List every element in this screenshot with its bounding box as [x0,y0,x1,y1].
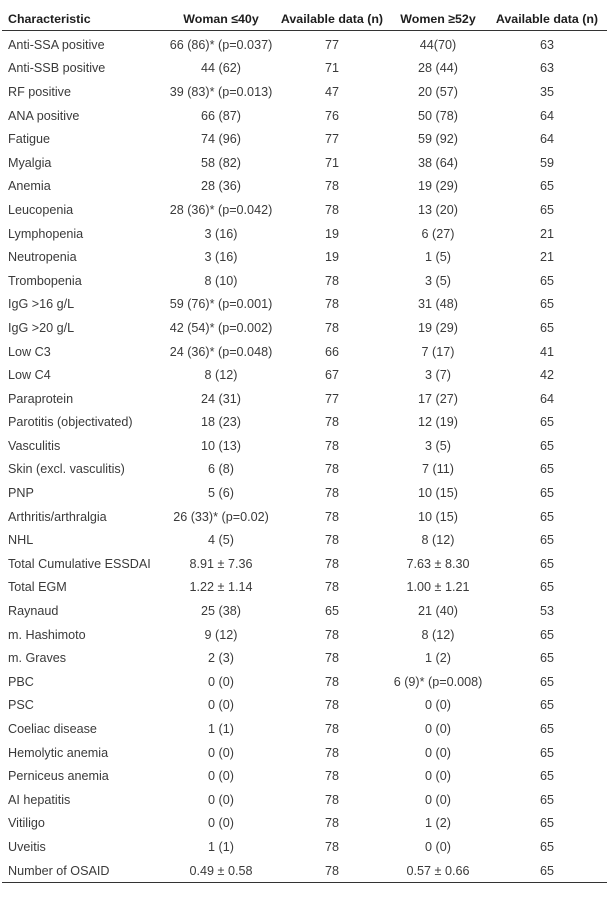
cell-characteristic: Coeliac disease [8,722,97,737]
cell-women-52y: 8 (12) [421,533,455,548]
cell-available-young: 65 [324,604,339,619]
header-available-data-young: Available data (n) [274,7,390,31]
table-row [2,269,607,293]
cell-women-52y: 44(70) [419,37,457,52]
cell-women-40y: 8.91 ± 7.36 [189,556,253,571]
cell-women-40y: 0 (0) [208,816,234,831]
cell-available-young: 78 [324,179,339,194]
table-row [2,458,607,482]
cell-women-40y: 66 (87) [201,108,241,123]
cell-available-old: 65 [539,202,554,217]
cell-available-young: 78 [324,509,339,524]
cell-available-old: 65 [539,273,554,288]
table-body [2,31,607,883]
cell-women-40y: 0 (0) [208,674,234,689]
cell-women-40y: 1 (1) [208,722,234,737]
cell-available-young: 78 [324,722,339,737]
cell-available-young: 76 [324,108,339,123]
cell-available-young: 77 [324,391,339,406]
cell-women-52y: 19 (29) [418,179,458,194]
cell-available-old: 65 [539,320,554,335]
cell-women-40y: 1 (1) [208,839,234,854]
cell-women-40y: 5 (6) [208,486,234,501]
cell-available-old: 65 [539,792,554,807]
cell-women-52y: 7 (11) [422,462,454,477]
header-available-data-old: Available data (n) [486,7,607,31]
cell-characteristic: Number of OSAID [2,859,168,883]
table-row [2,151,607,175]
cell-women-52y: 0 (0) [425,722,451,737]
cell-characteristic: PNP [8,486,34,501]
cell-available-old: 63 [539,61,554,76]
cell-available-old: 64 [539,132,554,147]
cell-women-52y: 28 (44) [418,61,458,76]
cell-available-young: 78 [324,769,339,784]
cell-characteristic: Raynaud [8,604,59,619]
cell-women-40y: 4 (5) [208,533,234,548]
cell-characteristic: Paraprotein [8,391,74,406]
cell-women-52y: 1 (2) [425,816,451,831]
table-row [2,835,607,859]
table-row [2,481,607,505]
cell-available-young: 77 [324,37,339,52]
cell-available-young: 66 [324,344,339,359]
cell-women-40y: 28 (36)* (p=0.042) [169,202,273,217]
table-row [2,434,607,458]
cell-women-40y: 10 (13) [201,438,241,453]
cell-women-40y: 24 (36)* (p=0.048) [169,344,273,359]
table-row [2,717,607,741]
cell-women-52y: 1.00 ± 1.21 [406,580,470,595]
cell-women-52y: 0 (0) [425,769,451,784]
cell-characteristic: Lymphopenia [8,226,84,241]
cell-available-old: 65 [486,859,607,883]
cell-available-young: 78 [324,415,339,430]
cell-women-40y: 3 (16) [204,250,238,265]
cell-women-52y: 1 (5) [425,250,451,265]
cell-characteristic: Anti-SSB positive [8,61,106,76]
cell-available-young: 77 [324,132,339,147]
cell-women-40y: 25 (38) [201,604,241,619]
cell-available-young: 78 [324,273,339,288]
table-row [2,528,607,552]
cell-available-young: 78 [324,745,339,760]
header-characteristic: Characteristic [2,7,168,31]
cell-women-40y: 26 (33)* (p=0.02) [173,509,269,524]
header-row [2,7,607,31]
cell-women-52y: 0 (0) [425,792,451,807]
cell-women-40y: 74 (96) [201,132,241,147]
cell-women-52y: 0.57 ± 0.66 [390,859,486,883]
cell-women-40y: 0 (0) [208,745,234,760]
cell-characteristic: Anti-SSA positive [8,37,105,52]
cell-characteristic: PBC [8,674,34,689]
cell-women-52y: 12 (19) [418,415,458,430]
cell-available-old: 21 [539,226,554,241]
cell-women-40y: 39 (83)* (p=0.013) [169,84,273,99]
cell-available-old: 65 [539,769,554,784]
cell-women-52y: 31 (48) [418,297,458,312]
cell-available-young: 78 [324,580,339,595]
cell-available-old: 65 [539,722,554,737]
cell-available-old: 65 [539,533,554,548]
cell-women-52y: 0 (0) [425,745,451,760]
cell-characteristic: IgG >16 g/L [8,297,75,312]
cell-available-young: 78 [274,859,390,883]
header-women-40y: Woman ≤40y [168,7,274,31]
cell-available-young: 78 [324,438,339,453]
cell-available-old: 65 [539,651,554,666]
cell-women-40y: 9 (12) [204,627,238,642]
cell-women-52y: 3 (7) [425,368,451,383]
cell-characteristic: Perniceus anemia [8,769,109,784]
cell-women-52y: 0 (0) [425,698,451,713]
table-row [2,80,607,104]
cell-available-young: 78 [324,627,339,642]
cell-women-52y: 3 (5) [425,273,451,288]
table-row [2,245,607,269]
cell-women-52y: 50 (78) [418,108,458,123]
cell-available-old: 65 [539,462,554,477]
cell-available-young: 67 [324,368,339,383]
cell-available-old: 65 [539,674,554,689]
table-container [2,0,602,883]
cell-women-40y: 2 (3) [208,651,234,666]
table-row [2,222,607,246]
table-row [2,670,607,694]
cell-women-40y: 8 (10) [204,273,238,288]
table-row [2,599,607,623]
cell-available-young: 78 [324,297,339,312]
cell-characteristic: Skin (excl. vasculitis) [8,462,125,477]
cell-available-young: 78 [324,698,339,713]
cell-available-young: 78 [324,556,339,571]
cell-characteristic: Total Cumulative ESSDAI [8,556,151,571]
cell-available-young: 78 [324,651,339,666]
cell-women-40y: 42 (54)* (p=0.002) [169,320,273,335]
cell-available-young: 78 [324,462,339,477]
cell-women-52y: 17 (27) [418,391,458,406]
cell-women-52y: 7 (17) [421,344,455,359]
cell-women-40y: 44 (62) [201,61,241,76]
cell-women-52y: 6 (9)* (p=0.008) [393,674,483,689]
table-row [2,694,607,718]
cell-available-old: 53 [539,604,554,619]
cell-available-young: 78 [324,839,339,854]
table-row [2,812,607,836]
cell-available-old: 35 [539,84,554,99]
cell-characteristic: Vasculitis [8,438,61,453]
table-row [2,552,607,576]
cell-women-40y: 58 (82) [201,155,241,170]
cell-characteristic: Hemolytic anemia [8,745,109,760]
table-row [2,340,607,364]
cell-women-40y: 28 (36) [201,179,241,194]
cell-characteristic: Low C4 [8,368,51,383]
cell-women-40y: 6 (8) [208,462,234,477]
cell-characteristic: Trombopenia [8,273,82,288]
cell-women-52y: 0 (0) [425,839,451,854]
table-row [2,387,607,411]
table-row [2,859,607,883]
cell-characteristic: Anemia [8,179,51,194]
cell-women-52y: 8 (12) [421,627,455,642]
cell-women-40y: 0 (0) [208,698,234,713]
cell-characteristic: PSC [8,698,34,713]
cell-women-40y: 18 (23) [201,415,241,430]
cell-available-old: 59 [539,155,554,170]
cell-available-old: 65 [539,839,554,854]
cell-available-old: 64 [539,108,554,123]
cell-women-52y: 1 (2) [425,651,451,666]
cell-characteristic: Vitiligo [8,816,45,831]
cell-available-young: 78 [324,792,339,807]
cell-available-young: 47 [324,84,339,99]
cell-available-old: 65 [539,415,554,430]
cell-characteristic: Total EGM [8,580,67,595]
table-row [2,411,607,435]
cell-available-young: 78 [324,816,339,831]
cell-available-old: 65 [539,486,554,501]
cell-women-52y: 19 (29) [418,320,458,335]
table-row [2,741,607,765]
cell-characteristic: RF positive [8,84,71,99]
cell-characteristic: Parotitis (objectivated) [8,415,133,430]
cell-women-52y: 10 (15) [418,509,458,524]
cell-women-52y: 7.63 ± 8.30 [406,556,470,571]
cell-women-52y: 3 (5) [425,438,451,453]
cell-women-52y: 10 (15) [418,486,458,501]
cell-available-old: 64 [539,391,554,406]
cell-characteristic: m. Hashimoto [8,627,86,642]
table-row [2,198,607,222]
cell-women-40y: 24 (31) [201,391,241,406]
cell-available-young: 71 [324,155,339,170]
cell-women-40y: 59 (76)* (p=0.001) [169,297,273,312]
table-row [2,646,607,670]
cell-women-52y: 21 (40) [418,604,458,619]
table-row [2,175,607,199]
cell-characteristic: Fatigue [8,132,51,147]
table-row [2,127,607,151]
header-women-52y: Women ≥52y [390,7,486,31]
cell-available-young: 71 [324,61,339,76]
cell-characteristic: Myalgia [8,155,52,170]
table-row [2,31,607,57]
cell-characteristic: Neutropenia [8,250,77,265]
table-row [2,57,607,81]
cell-available-old: 65 [539,698,554,713]
cell-women-40y: 1.22 ± 1.14 [189,580,253,595]
table-row [2,104,607,128]
cell-available-old: 65 [539,297,554,312]
cell-available-young: 19 [324,226,339,241]
table-header [2,7,607,31]
cell-characteristic: Leucopenia [8,202,74,217]
cell-characteristic: IgG >20 g/L [8,320,75,335]
cell-available-old: 63 [539,37,554,52]
cell-characteristic: Low C3 [8,344,51,359]
cell-available-young: 19 [324,250,339,265]
table-row [2,505,607,529]
cell-available-young: 78 [324,674,339,689]
cell-characteristic: AI hepatitis [8,792,71,807]
cell-available-young: 78 [324,533,339,548]
cell-available-old: 65 [539,179,554,194]
cell-characteristic: Uveitis [8,839,46,854]
cell-available-old: 65 [539,745,554,760]
cell-women-52y: 20 (57) [418,84,458,99]
cell-available-old: 65 [539,509,554,524]
table-row [2,576,607,600]
cell-available-old: 41 [539,344,554,359]
cell-characteristic: NHL [8,533,34,548]
cell-available-old: 65 [539,816,554,831]
cell-available-old: 65 [539,556,554,571]
cell-women-40y: 0 (0) [208,769,234,784]
table-row [2,293,607,317]
cell-available-old: 65 [539,627,554,642]
cell-available-old: 21 [539,250,554,265]
cell-available-young: 78 [324,320,339,335]
cell-available-young: 78 [324,486,339,501]
cell-women-40y: 0.49 ± 0.58 [168,859,274,883]
cell-women-40y: 3 (16) [204,226,238,241]
table-row [2,788,607,812]
cell-available-old: 42 [539,368,554,383]
table-row [2,363,607,387]
cell-characteristic: ANA positive [8,108,80,123]
table-row [2,623,607,647]
cell-characteristic: Arthritis/arthralgia [8,509,107,524]
cell-women-52y: 38 (64) [418,155,458,170]
cell-women-40y: 0 (0) [208,792,234,807]
cell-women-40y: 66 (86)* (p=0.037) [169,37,273,52]
cell-characteristic: m. Graves [8,651,67,666]
table-row [2,316,607,340]
cell-available-old: 65 [539,438,554,453]
cell-available-young: 78 [324,202,339,217]
cell-women-52y: 6 (27) [421,226,455,241]
cell-women-52y: 13 (20) [418,202,458,217]
characteristics-table [2,7,607,883]
table-row [2,764,607,788]
cell-women-40y: 8 (12) [204,368,238,383]
cell-available-old: 65 [539,580,554,595]
cell-women-52y: 59 (92) [418,132,458,147]
